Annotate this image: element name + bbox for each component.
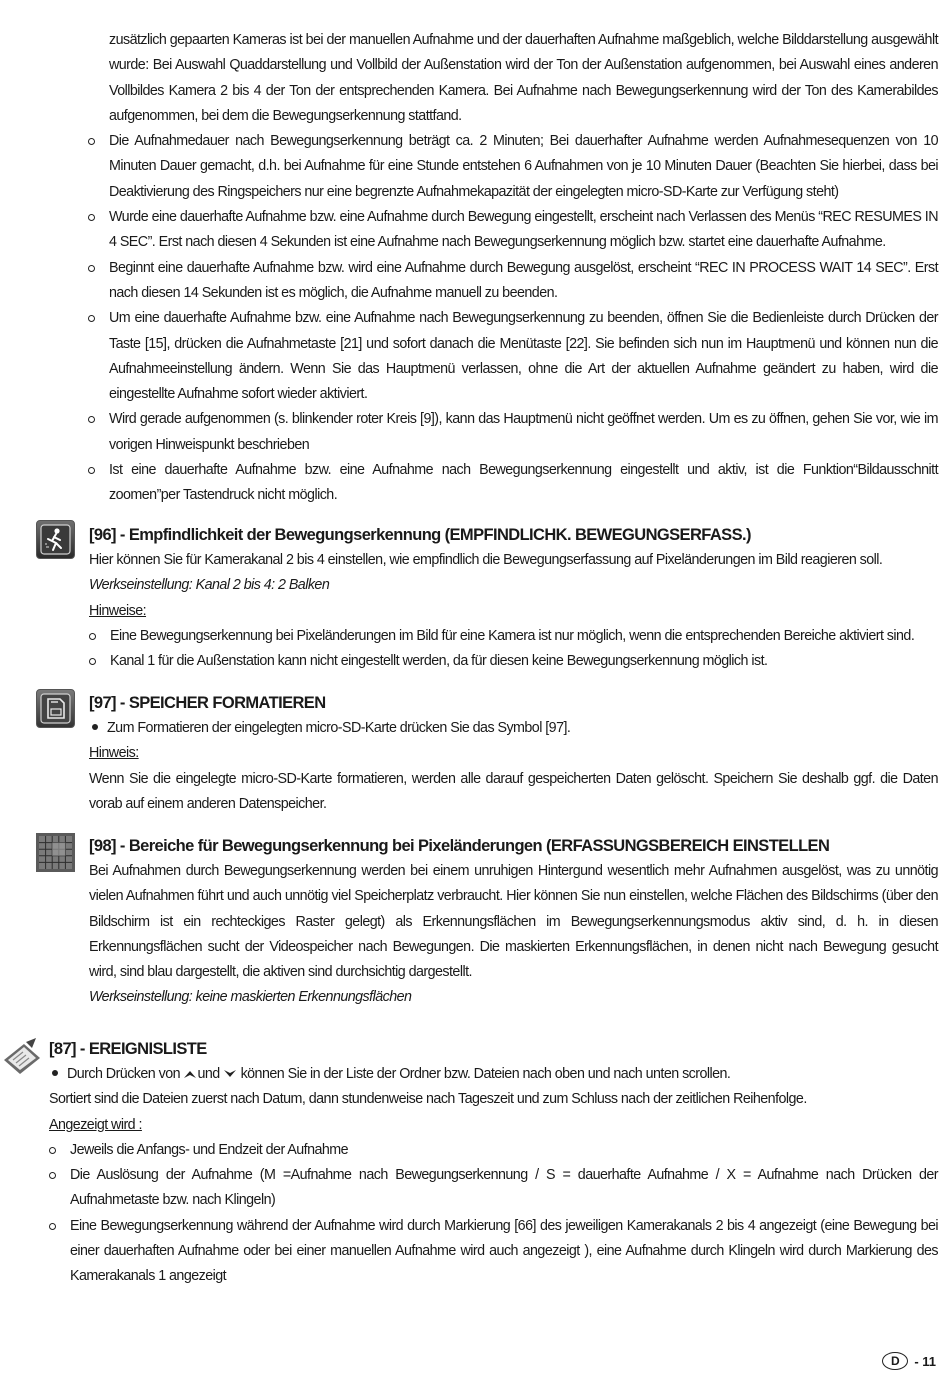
section-title: Bereiche für Bewegungserkennung bei Pixeländerungen (ERFASSUNGSBEREICH EINSTELLEN xyxy=(128,837,830,855)
circle-bullet-icon xyxy=(88,467,95,474)
section-number: [98] - xyxy=(89,837,125,855)
list-item xyxy=(109,458,938,509)
list-item xyxy=(109,256,938,307)
list-item xyxy=(49,1062,938,1087)
circle-bullet-icon xyxy=(88,416,95,423)
note-text: Wenn Sie die eingelegte micro-SD-Karte formatieren, werden alle darauf gespeicherten Daten gelöscht. Speichern Sie deshalb ggf. die Daten vorab auf einem anderen Datenspeicher. xyxy=(89,770,938,812)
section-96 xyxy=(89,522,938,674)
filled-bullet-icon xyxy=(92,724,98,730)
page-number: - 11 xyxy=(914,1353,936,1369)
circle-bullet-icon xyxy=(88,138,95,145)
list-item xyxy=(70,1138,938,1163)
list-item xyxy=(70,1214,938,1290)
circle-bullet-icon xyxy=(89,658,96,665)
section-98 xyxy=(89,833,938,1011)
list-item-text: Durch Drücken von xyxy=(67,1066,181,1082)
sort-text: Sortiert sind die Dateien zuerst nach Datum, dann stundenweise nach Tageszeit und zum Schluss nach der zeitlichen Reihenfolge. xyxy=(49,1091,807,1108)
list-item xyxy=(110,649,938,674)
section-87-bullet-list xyxy=(70,1138,938,1290)
filled-bullet-icon xyxy=(52,1070,58,1076)
circle-bullet-icon xyxy=(49,1147,56,1154)
list-item-text: Zum Formatieren der eingelegten micro-SD-Karte drücken Sie das Symbol [97]. xyxy=(107,720,571,736)
circle-bullet-icon xyxy=(88,265,95,272)
intro-section xyxy=(109,28,938,509)
list-item-text: Jeweils die Anfangs- und Endzeit der Aufnahme xyxy=(70,1141,349,1158)
arrow-up-icon xyxy=(183,1069,197,1079)
section-97 xyxy=(89,690,938,817)
list-item-text: Die Aufnahmedauer nach Bewegungserkennung beträgt ca. 2 Minuten; Bei dauerhafter Aufnahme werden Aufnahmesequenzen von 10 Minuten Dauer gemacht, d.h. bei Aufnahme für eine Stunde entstehen 6 Aufnahmen von je 10 Minuten Dauer (Beachten Sie hierbei, dass bei Deaktivierung des Ringspeichers nur eine begrenzte Aufnahmekapazität der eingelegten micro-SD-Karte zur Verfügung steht) xyxy=(109,133,938,200)
detection-grid-icon xyxy=(36,833,75,872)
default-setting: Werkseinstellung: keine maskierten Erkennungsflächen xyxy=(89,989,412,1006)
notes-label: Hinweise: xyxy=(89,602,147,619)
language-badge: D xyxy=(882,1352,908,1370)
list-item-text: Kanal 1 für die Außenstation kann nicht eingestellt werden, da für diesen keine Bewegungserkennung möglich ist. xyxy=(110,653,768,670)
section-97-heading xyxy=(89,690,938,716)
page-footer xyxy=(882,1352,936,1370)
list-item-text: Ist eine dauerhafte Aufnahme bzw. eine Aufnahme nach Bewegungserkennung eingestellt und aktiv, ist die Funktion“Bildausschnitt zoomen”per Tastendruck nicht möglich. xyxy=(109,462,938,504)
section-title: Empfindlichkeit der Bewegungserkennung (EMPFINDLICHK. BEWEGUNGSERFASS.) xyxy=(128,526,751,544)
list-item xyxy=(70,1163,938,1214)
section-98-heading xyxy=(89,833,938,859)
list-item-text: können Sie in der Liste der Ordner bzw. Dateien nach oben und nach unten scrollen. xyxy=(240,1066,731,1082)
section-98-text: Bei Aufnahmen durch Bewegungserkennung werden bei einem unruhigen Hintergund wesentlich mehr Aufnahmen ausgelöst, was zu unnötig vielen Aufnahmen führt und auch unnötig viel Speicherplatz verbraucht. Hier können Sie nun einstellen, welche Flächen des Bildschirms (über den Bildschirm ist ein rechteckiges Raster gelegt) als Erkennungsflächen im Bewegungserkennungsmodus aktiv sind, d. h. in diesen Erkennungsflächen sucht der Videospeicher nach Bewegungen. Die maskierten Erkennungsflächen, in denen nicht nach Bewegung gesucht wird, sind blau dargestellt, die aktiven sind durchsichtig dargestellt. xyxy=(89,863,938,981)
event-list-icon xyxy=(2,1036,42,1076)
format-memory-icon xyxy=(36,689,75,728)
circle-bullet-icon xyxy=(49,1223,56,1230)
list-item xyxy=(109,306,938,407)
section-87 xyxy=(49,1036,938,1290)
intro-bullet-list xyxy=(109,129,938,508)
section-96-bullet-list xyxy=(110,624,938,675)
default-setting: Werkseinstellung: Kanal 2 bis 4: 2 Balken xyxy=(89,577,330,594)
shown-label: Angezeigt wird : xyxy=(49,1116,142,1133)
section-87-heading xyxy=(49,1036,938,1062)
list-item-text: Um eine dauerhafte Aufnahme bzw. eine Aufnahme nach Bewegungserkennung zu beenden, öffnen Sie die Bedienleiste durch Drücken der Taste [15], drücken die Aufnahmetaste [21] und sofort danach die Menütaste [22]. Sie befinden sich nun im Hauptmenü und können nun die Aufnahmeeinstellung ändern. Wenn Sie das Hauptmenü verlassen, ohne die Art der aktuellen Aufnahme geändert zu haben, wird die eingestellte Aufnahme sofort wieder aktiviert. xyxy=(109,310,938,403)
section-96-heading xyxy=(89,522,938,548)
list-item-text: Die Auslösung der Aufnahme (M =Aufnahme nach Bewegungserkennung / S = dauerhafte Aufnahme / X = Aufnahme nach Drücken der Aufnahmetaste bzw. nach Klingeln) xyxy=(70,1167,938,1209)
list-item xyxy=(89,716,938,741)
list-item-text: und xyxy=(197,1066,220,1082)
section-title: SPEICHER FORMATIEREN xyxy=(128,694,326,712)
list-item xyxy=(109,129,938,205)
list-item-text: Eine Bewegungserkennung bei Pixeländerungen im Bild für eine Kamera ist nur möglich, wenn die entsprechenden Bereiche aktiviert sind. xyxy=(110,627,915,644)
section-96-text: Hier können Sie für Kamerakanal 2 bis 4 einstellen, wie empfindlich die Bewegungserfassung auf Pixeländerungen im Bild reagieren soll. xyxy=(89,552,883,568)
list-item xyxy=(110,624,938,649)
circle-bullet-icon xyxy=(49,1172,56,1179)
section-number: [87] - xyxy=(49,1040,85,1058)
motion-sensitivity-icon xyxy=(36,520,75,559)
circle-bullet-icon xyxy=(88,214,95,221)
circle-bullet-icon xyxy=(89,633,96,640)
list-item xyxy=(109,407,938,458)
list-item-text: Wurde eine dauerhafte Aufnahme bzw. eine Aufnahme durch Bewegung eingestellt, erscheint nach Verlassen des Menüs “REC RESUMES IN 4 SEC”. Erst nach diesen 4 Sekunden ist eine Aufnahme nach Bewegungserkennung möglich bzw. startet eine dauerhafte Aufnahme. xyxy=(109,209,938,251)
list-item-text: Eine Bewegungserkennung während der Aufnahme wird durch Markierung [66] des jeweiligen Kamerakanals 2 bis 4 angezeigt (eine Bewegung bei einer dauerhaften Aufnahme oder bei einer manuellen Aufnahme wird auch angezeigt ), eine Aufnahme durch Klingeln wird durch Markierung des Kamerakanals 1 angezeigt xyxy=(70,1217,938,1285)
section-number: [96] - xyxy=(89,526,125,544)
list-item-text: Beginnt eine dauerhafte Aufnahme bzw. wird eine Aufnahme durch Bewegung ausgelöst, erscheint “REC IN PROCESS WAIT 14 SEC”. Erst nach diesen 14 Sekunden ist es möglich, die Aufnahme manuell zu beenden. xyxy=(109,259,938,301)
section-title: EREIGNISLISTE xyxy=(88,1040,207,1058)
circle-bullet-icon xyxy=(88,315,95,322)
arrow-down-icon xyxy=(223,1069,237,1079)
list-item-text: Wird gerade aufgenommen (s. blinkender roter Kreis [9]), kann das Hauptmenü nicht geöffnet werden. Um es zu öffnen, gehen Sie vor, wie im vorigen Hinweispunkt beschrieben xyxy=(109,411,938,453)
section-number: [97] - xyxy=(89,694,125,712)
list-item xyxy=(109,205,938,256)
intro-paragraph: zusätzlich gepaarten Kameras ist bei der manuellen Aufnahme und der dauerhaften Aufnahme maßgeblich, welche Bilddarstellung ausgewählt wurde: Bei Auswahl Quaddarstellung und Vollbild der Außenstation wird der Ton der Außenstation aufgenommen, bei Auswahl eines anderen Vollbildes Kamera 2 bis 4 der Ton der entsprechenden Kamera. Bei Aufnahme nach Bewegungserkennung wird der Ton des Kamerabildes aufgenommen, bei dem die Bewegungserkennung stattfand. xyxy=(109,32,938,124)
note-label: Hinweis: xyxy=(89,745,139,762)
